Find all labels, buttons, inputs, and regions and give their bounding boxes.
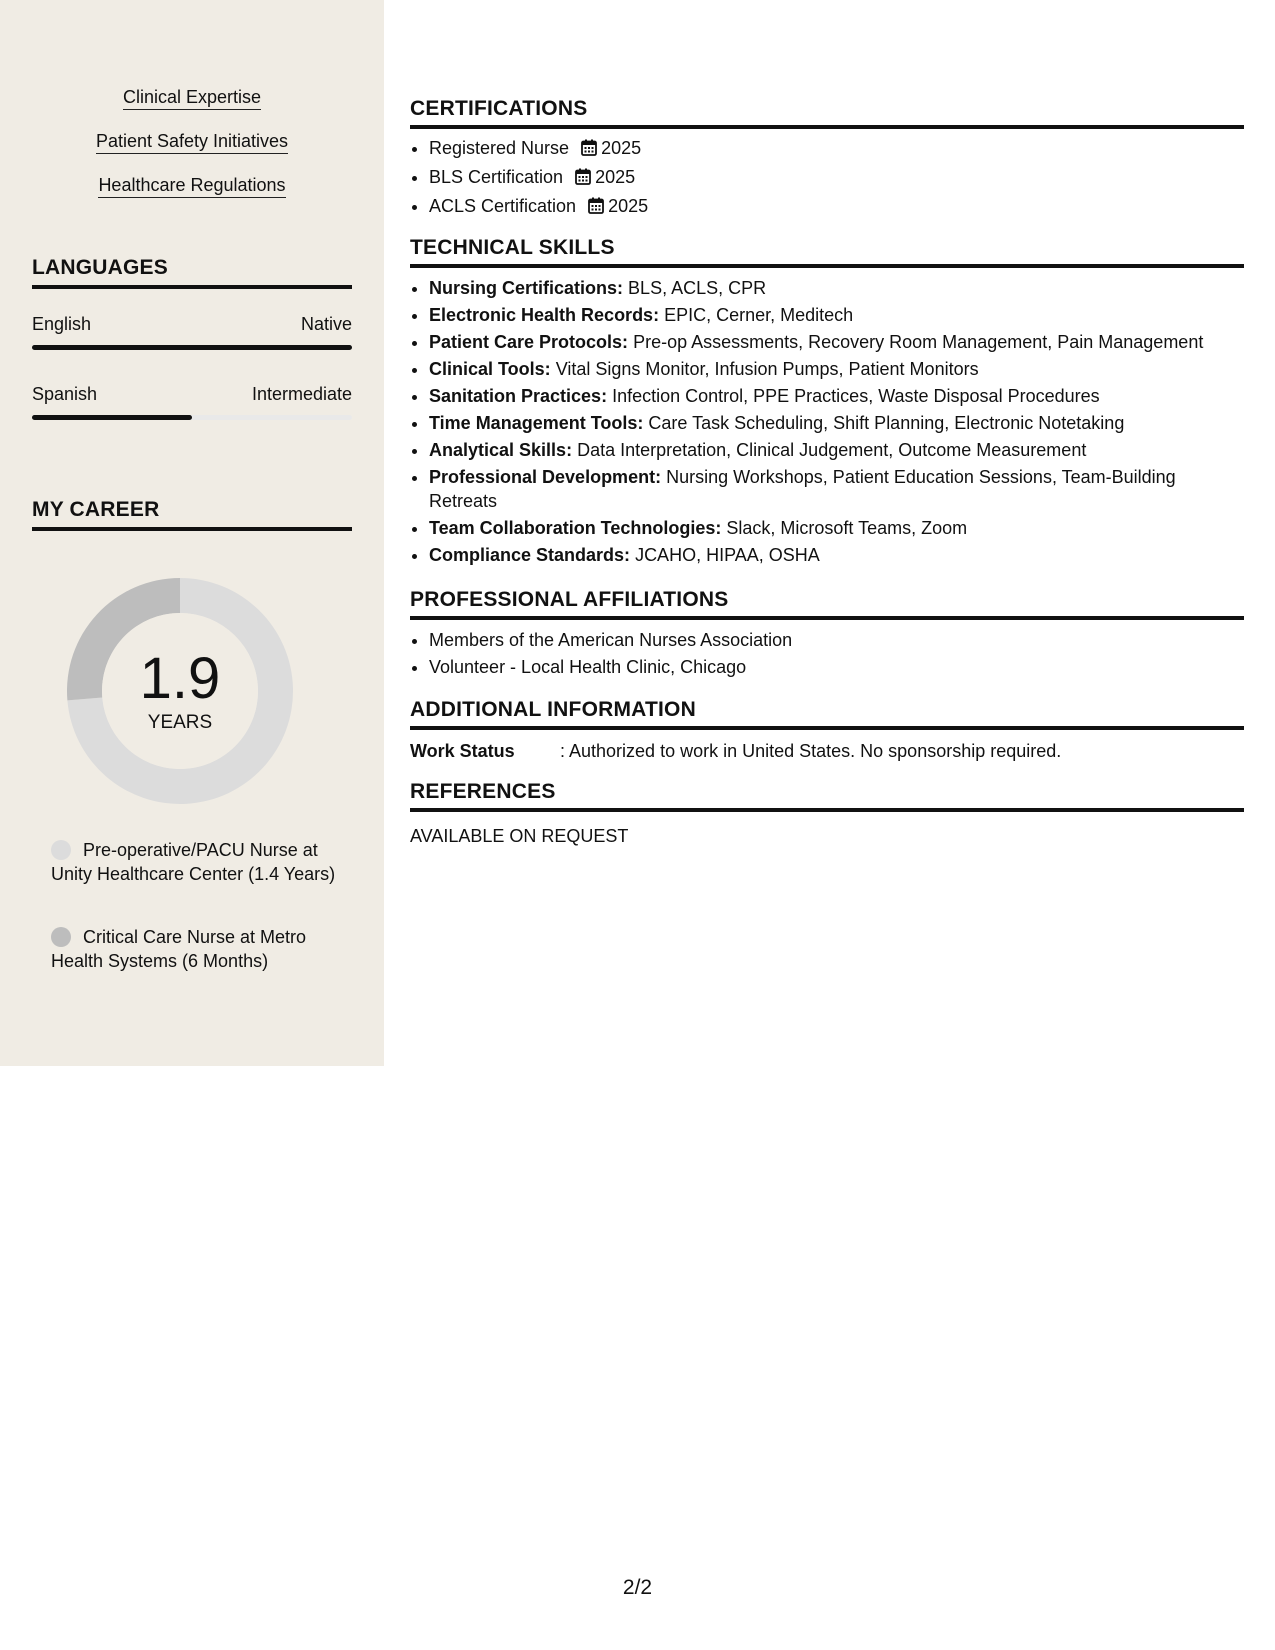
references-text: AVAILABLE ON REQUEST [410, 826, 629, 846]
skill-label: Sanitation Practices: [429, 386, 608, 406]
skill-label: Compliance Standards: [429, 545, 631, 565]
technical-skills-heading: TECHNICAL SKILLS [410, 236, 1244, 268]
references-heading: REFERENCES [410, 780, 1244, 812]
skill-item [429, 303, 1244, 327]
career-heading: MY CAREER [32, 498, 352, 531]
work-status-row [410, 741, 1244, 762]
affiliations-heading: PROFESSIONAL AFFILIATIONS [410, 588, 1244, 620]
language-row [32, 314, 352, 335]
career-item [51, 838, 341, 886]
skill-label: Time Management Tools: [429, 413, 644, 433]
career-legend-dot [51, 840, 71, 860]
career-item-text: Pre-operative/PACU Nurse at Unity Healthcare Center (1.4 Years) [51, 840, 336, 884]
certification-item [429, 164, 1244, 193]
skill-item [429, 438, 1244, 462]
skill-item [429, 411, 1244, 435]
skill-label: Nursing Certifications: [429, 278, 624, 298]
certification-item [429, 135, 1244, 164]
skill-item [429, 276, 1244, 300]
career-legend-dot [51, 927, 71, 947]
work-status-label: Work Status [410, 741, 515, 761]
skill-item [429, 357, 1244, 381]
skill-label: Team Collaboration Technologies: [429, 518, 722, 538]
language-level: Native [300, 314, 352, 334]
certification-name: ACLS Certification [429, 196, 577, 216]
sidebar [0, 0, 384, 1066]
career-item-text: Critical Care Nurse at Metro Health Systems (6 Months) [51, 927, 307, 971]
skill-value: Pre-op Assessments, Recovery Room Management, Pain Management [633, 332, 1204, 352]
certification-year: 2025 [601, 138, 642, 158]
page-number: 2/2 [622, 1576, 653, 1599]
language-level: Intermediate [251, 384, 352, 404]
certification-item [429, 193, 1244, 222]
skill-item [429, 465, 1244, 513]
language-proficiency-fill [32, 345, 352, 350]
skill-value: JCAHO, HIPAA, OSHA [635, 545, 820, 565]
affiliations-list [410, 627, 1244, 681]
skill-label: Patient Care Protocols: [429, 332, 629, 352]
skill-value: Care Task Scheduling, Shift Planning, Electronic Notetaking [648, 413, 1125, 433]
language-proficiency-fill [32, 415, 192, 420]
skill-value: Infection Control, PPE Practices, Waste Disposal Procedures [612, 386, 1100, 406]
career-item [51, 925, 341, 973]
affiliation-item: • Volunteer - Local Health Clinic, Chicago [429, 654, 1244, 681]
skill-item [429, 543, 1244, 567]
skill-label: Analytical Skills: [429, 440, 573, 460]
career-total-unit: YEARS [147, 712, 213, 733]
language-proficiency-bar [32, 345, 352, 350]
skill-value: Data Interpretation, Clinical Judgement, Outcome Measurement [577, 440, 1087, 460]
certification-year: 2025 [595, 167, 636, 187]
certification-name: BLS Certification [429, 167, 564, 187]
skill-tag: Patient Safety Initiatives [96, 130, 288, 154]
calendar-icon [581, 137, 597, 164]
skill-value: BLS, ACLS, CPR [628, 278, 767, 298]
skill-item [429, 516, 1244, 540]
certifications-list [410, 135, 1244, 222]
language-name: English [32, 314, 92, 334]
languages-heading: LANGUAGES [32, 256, 352, 289]
certifications-heading: CERTIFICATIONS [410, 97, 1244, 129]
skill-tags [0, 86, 384, 218]
skill-value: EPIC, Cerner, Meditech [664, 305, 854, 325]
skill-value: Vital Signs Monitor, Infusion Pumps, Patient Monitors [555, 359, 979, 379]
skill-value: Nursing Workshops, Patient Education Sessions, Team-Building Retreats [429, 467, 1176, 511]
calendar-icon [575, 166, 591, 193]
technical-skills-list [410, 276, 1244, 570]
calendar-icon [588, 195, 604, 222]
skill-item [429, 384, 1244, 408]
skill-tag: Healthcare Regulations [98, 174, 285, 198]
skill-label: Professional Development: [429, 467, 662, 487]
skill-item [429, 330, 1244, 354]
certification-name: Registered Nurse [429, 138, 570, 158]
additional-info-heading: ADDITIONAL INFORMATION [410, 698, 1244, 730]
skill-value: Slack, Microsoft Teams, Zoom [726, 518, 968, 538]
skill-label: Electronic Health Records: [429, 305, 660, 325]
language-row [32, 384, 352, 405]
affiliation-item: • Members of the American Nurses Association [429, 627, 1244, 654]
language-name: Spanish [32, 384, 98, 404]
career-total-years: 1.9 [139, 646, 221, 711]
work-status-value: : Authorized to work in United States. No sponsorship required. [560, 741, 1062, 761]
skill-label: Clinical Tools: [429, 359, 551, 379]
language-proficiency-bar [32, 415, 352, 420]
skill-tag: Clinical Expertise [123, 86, 261, 110]
certification-year: 2025 [608, 196, 649, 216]
